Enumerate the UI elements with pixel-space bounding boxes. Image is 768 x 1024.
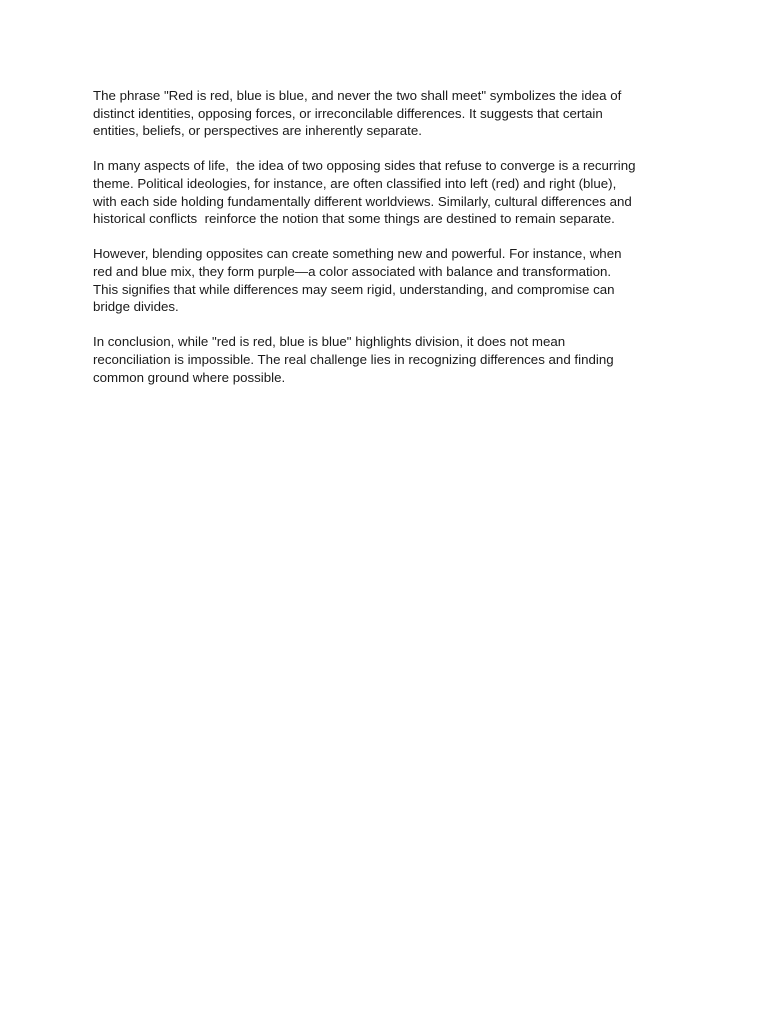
paragraph-conclusion xyxy=(93,333,683,386)
text-line: This signifies that while differences may seem rigid, understanding, and compromise can xyxy=(93,281,615,297)
document-body xyxy=(93,87,683,404)
text-line: reconciliation is impossible. The real challenge lies in recognizing differences and finding xyxy=(93,351,614,367)
paragraph-blending-opposites xyxy=(93,245,683,315)
text-line: In many aspects of life, the idea of two opposing sides that refuse to converge is a recurring xyxy=(93,158,636,174)
text-line: In conclusion, while "red is red, blue is blue" highlights division, it does not mean xyxy=(93,334,566,350)
text-line: bridge divides. xyxy=(93,299,179,315)
text-line: red and blue mix, they form purple—a color associated with balance and transformation. xyxy=(93,263,612,279)
text-line: distinct identities, opposing forces, or irreconcilable differences. It suggests that certain xyxy=(93,105,603,121)
text-line: However, blending opposites can create something new and powerful. For instance, when xyxy=(93,246,622,262)
text-line: historical conflicts reinforce the notion that some things are destined to remain separate. xyxy=(93,211,615,227)
text-line: entities, beliefs, or perspectives are inherently separate. xyxy=(93,123,422,139)
text-line: common ground where possible. xyxy=(93,369,286,385)
paragraph-opposing-sides xyxy=(93,157,683,227)
text-line: The phrase "Red is red, blue is blue, and never the two shall meet" symbolizes the idea of xyxy=(93,88,622,103)
text-line: with each side holding fundamentally different worldviews. Similarly, cultural differences and xyxy=(93,193,632,209)
text-line: theme. Political ideologies, for instance, are often classified into left (red) and right (blue), xyxy=(93,175,617,191)
paragraph-intro xyxy=(93,87,683,140)
